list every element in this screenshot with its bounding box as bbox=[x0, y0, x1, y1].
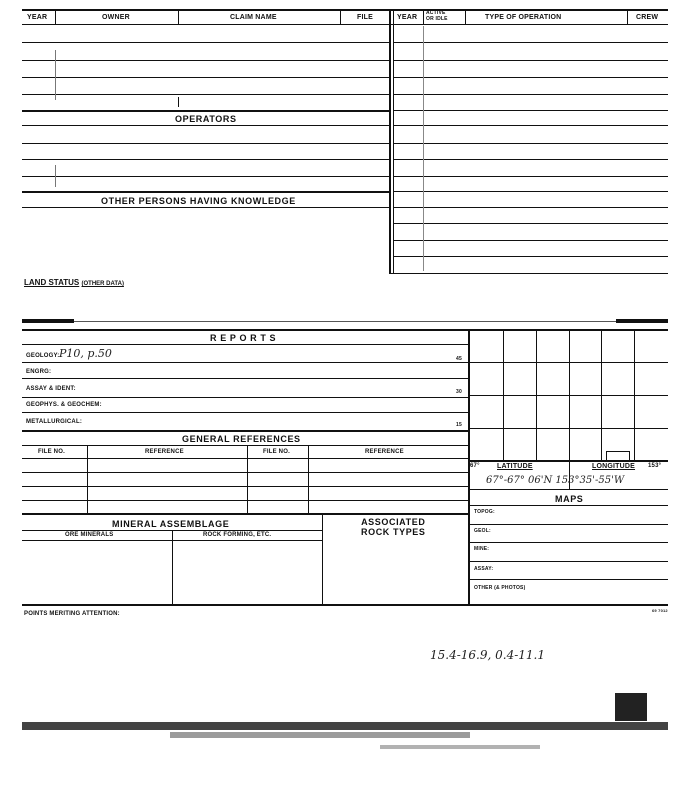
reports-top-rule bbox=[22, 329, 668, 331]
section-rule bbox=[22, 191, 389, 193]
scan-edge-smudge bbox=[170, 732, 470, 738]
header-crew: CREW bbox=[636, 14, 659, 21]
long-suffix: 153° bbox=[648, 463, 662, 469]
center-divider-inner bbox=[393, 9, 394, 273]
col-sep bbox=[465, 9, 466, 24]
header-or-idle: OR IDLE bbox=[426, 16, 448, 22]
row-rule bbox=[22, 159, 389, 160]
mineral-col bbox=[172, 530, 173, 604]
refs-header-file-no: FILE NO. bbox=[38, 449, 65, 455]
col-sep bbox=[55, 165, 56, 187]
header-active-idle bbox=[426, 10, 448, 22]
table-top-rule bbox=[22, 9, 668, 11]
refs-bottom-rule bbox=[22, 513, 468, 515]
row-rule bbox=[393, 256, 668, 257]
refs-col bbox=[87, 445, 88, 513]
row-rule bbox=[22, 207, 389, 208]
land-status-sub: (OTHER DATA) bbox=[81, 281, 124, 287]
reports-rule bbox=[22, 430, 468, 432]
reports-rule bbox=[22, 362, 468, 363]
associated-line2: ROCK TYPES bbox=[361, 527, 426, 537]
col-sep bbox=[340, 9, 341, 24]
center-divider bbox=[389, 9, 391, 273]
row-rule bbox=[393, 191, 668, 192]
form-bottom-rule bbox=[22, 604, 668, 606]
maps-rule bbox=[468, 542, 668, 543]
mineral-col bbox=[322, 513, 323, 604]
land-status-label: LAND STATUS bbox=[24, 278, 80, 287]
handwritten-note: 15.4-16.9, 0.4-11.1 bbox=[430, 648, 545, 662]
row-rule bbox=[22, 176, 389, 177]
col-sep bbox=[55, 50, 56, 100]
col-sep-dotted bbox=[423, 26, 424, 271]
grid-row bbox=[468, 362, 668, 363]
row-rule bbox=[393, 223, 668, 224]
general-references-title: GENERAL REFERENCES bbox=[182, 434, 301, 444]
header-active: ACTIVE bbox=[426, 10, 446, 16]
row-rule bbox=[393, 77, 668, 78]
map-mine: MINE: bbox=[474, 546, 490, 552]
maps-rule bbox=[468, 579, 668, 580]
latitude-label: LATITUDE bbox=[497, 463, 533, 470]
associated-line1: ASSOCIATED bbox=[361, 517, 426, 527]
refs-rule bbox=[22, 500, 468, 501]
latlong-rule bbox=[468, 489, 668, 490]
refs-col bbox=[247, 445, 248, 513]
col-sep bbox=[178, 97, 179, 107]
operators-title: OPERATORS bbox=[175, 114, 237, 124]
rock-forming-label: ROCK FORMING, ETC. bbox=[203, 532, 272, 538]
row-rule bbox=[22, 143, 389, 144]
col-sep bbox=[178, 9, 179, 24]
col-sep bbox=[55, 9, 56, 24]
grid-number: 30 bbox=[456, 389, 462, 395]
row-rule bbox=[393, 207, 668, 208]
grid-number: 45 bbox=[456, 356, 462, 362]
row-rule bbox=[22, 42, 389, 43]
refs-header-file-no-2: FILE NO. bbox=[263, 449, 290, 455]
divider-bar bbox=[616, 319, 668, 323]
row-rule bbox=[22, 77, 389, 78]
mineral-assemblage-title: MINERAL ASSEMBLAGE bbox=[112, 519, 230, 529]
row-rule bbox=[22, 60, 389, 61]
row-rule bbox=[393, 176, 668, 177]
other-persons-title: OTHER PERSONS HAVING KNOWLEDGE bbox=[101, 196, 296, 206]
header-type-of-operation: TYPE OF OPERATION bbox=[485, 14, 562, 21]
header-year: YEAR bbox=[27, 14, 48, 21]
points-meriting-attention: POINTS MERITING ATTENTION: bbox=[24, 611, 120, 617]
coordinates-handwritten: 67°-67° 06'N 153°35'-55'W bbox=[486, 475, 625, 486]
map-topog: TOPOG: bbox=[474, 509, 495, 515]
row-rule bbox=[393, 240, 668, 241]
reports-rule bbox=[22, 344, 468, 345]
scan-mark-square bbox=[615, 693, 647, 721]
reports-rule bbox=[22, 378, 468, 379]
maps-rule bbox=[468, 505, 668, 506]
report-label-assay: ASSAY & IDENT: bbox=[26, 386, 76, 392]
col-sep bbox=[423, 9, 424, 24]
header-year-right: YEAR bbox=[397, 14, 418, 21]
maps-rule bbox=[468, 561, 668, 562]
row-rule bbox=[22, 94, 389, 95]
land-status bbox=[24, 278, 124, 287]
lat-prefix: 67° bbox=[470, 463, 480, 469]
grid-row bbox=[468, 395, 668, 396]
longitude-label: LONGITUDE bbox=[592, 463, 636, 470]
row-rule bbox=[393, 94, 668, 95]
header-owner: OWNER bbox=[102, 14, 130, 21]
reports-rule bbox=[22, 412, 468, 413]
refs-header-reference-2: REFERENCE bbox=[365, 449, 404, 455]
grid-row bbox=[468, 428, 668, 429]
map-assay: ASSAY: bbox=[474, 566, 494, 572]
row-rule bbox=[393, 60, 668, 61]
report-value-geology: P10, p.50 bbox=[59, 347, 112, 360]
row-rule bbox=[22, 125, 389, 126]
report-label-geology: GEOLOGY: bbox=[26, 353, 60, 359]
refs-rule bbox=[22, 458, 468, 459]
refs-col bbox=[308, 445, 309, 513]
map-other: OTHER (& PHOTOS) bbox=[474, 585, 526, 591]
report-label-geophys: GEOPHYS. & GEOCHEM: bbox=[26, 402, 102, 408]
report-label-engrg: ENGRG: bbox=[26, 369, 52, 375]
refs-rule bbox=[22, 445, 468, 446]
row-rule bbox=[393, 143, 668, 144]
refs-rule bbox=[22, 486, 468, 487]
header-claim-name: CLAIM NAME bbox=[230, 14, 277, 21]
grid-number: 15 bbox=[456, 422, 462, 428]
maps-title: MAPS bbox=[555, 494, 584, 504]
row-rule bbox=[393, 159, 668, 160]
map-geol: GEOL: bbox=[474, 528, 491, 534]
grid-bottom-rule bbox=[468, 460, 668, 462]
maps-rule bbox=[468, 524, 668, 525]
col-sep bbox=[627, 9, 628, 24]
scan-edge-smudge bbox=[380, 745, 540, 749]
ore-minerals-label: ORE MINERALS bbox=[65, 532, 114, 538]
report-label-metallurgical: METALLURGICAL: bbox=[26, 419, 83, 425]
refs-rule bbox=[22, 472, 468, 473]
form-code: 69 7012 bbox=[652, 608, 668, 613]
row-rule bbox=[393, 42, 668, 43]
reports-title: R E P O R T S bbox=[210, 333, 277, 343]
section-rule bbox=[22, 110, 389, 112]
row-rule bbox=[389, 273, 668, 274]
reports-rule bbox=[22, 397, 468, 398]
row-rule bbox=[393, 110, 668, 111]
header-file: FILE bbox=[357, 14, 373, 21]
header-rule bbox=[22, 24, 668, 25]
associated-rock-types bbox=[361, 517, 426, 537]
divider-rule bbox=[74, 321, 616, 322]
row-rule bbox=[393, 125, 668, 126]
refs-header-reference: REFERENCE bbox=[145, 449, 184, 455]
divider-bar bbox=[22, 319, 74, 323]
scan-edge-smudge bbox=[22, 722, 668, 730]
